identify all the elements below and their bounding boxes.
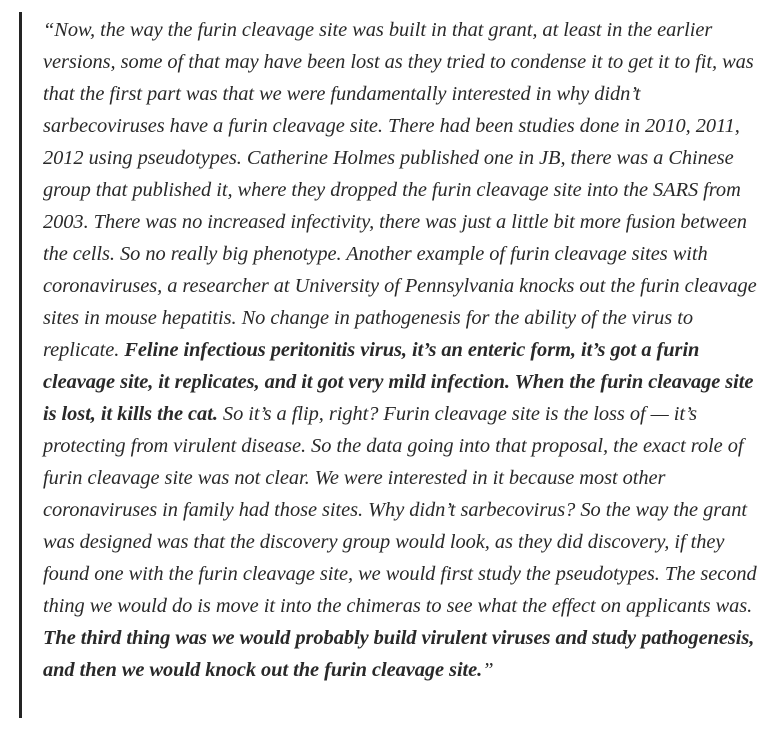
- quote-bold-segment: The third thing was we would probably build virulent viruses and study pathogenesis, and then we would knock out the furin cleavage site.: [43, 627, 755, 681]
- quote-text-segment: So it’s a flip, right? Furin cleavage site is the loss of — it’s protecting from virulent disease. So the data going into that proposal, the exact role of furin cleavage site was not clear. We were interested in it because most other coronaviruses in family had those sites. Why didn’t sarbecovirus? So the way the grant was designed was that the discovery group would look, as they did discovery, if they found one with the furin cleavage site, we would first study the pseudotypes. The second thing we would do is move it into the chimeras to see what the effect on applicants was.: [43, 403, 757, 617]
- quote-paragraph: [43, 14, 757, 686]
- blockquote: [19, 12, 757, 718]
- closing-quote-mark: ”: [482, 659, 494, 681]
- quote-text-segment: “Now, the way the furin cleavage site was built in that grant, at least in the earlier versions, some of that may have been lost as they tried to condense it to get it to fit, was that the first part was that we were fundamentally interested in why didn’t sarbecoviruses have a furin cleavage site. There had been studies done in 2010, 2011, 2012 using pseudotypes. Catherine Holmes published one in JB, there was a Chinese group that published it, where they dropped the furin cleavage site into the SARS from 2003. There was no increased infectivity, there was just a little bit more fusion between the cells. So no really big phenotype. Another example of furin cleavage sites with coronaviruses, a researcher at University of Pennsylvania knocks out the furin cleavage sites in mouse hepatitis. No change in pathogenesis for the ability of the virus to replicate.: [43, 19, 757, 361]
- quote-bold-segment: Feline infectious peritonitis virus, it’s an enteric form, it’s got a furin cleavage site, it replicates, and it got very mild infection. When the furin cleavage site is lost, it kills the cat.: [43, 339, 754, 425]
